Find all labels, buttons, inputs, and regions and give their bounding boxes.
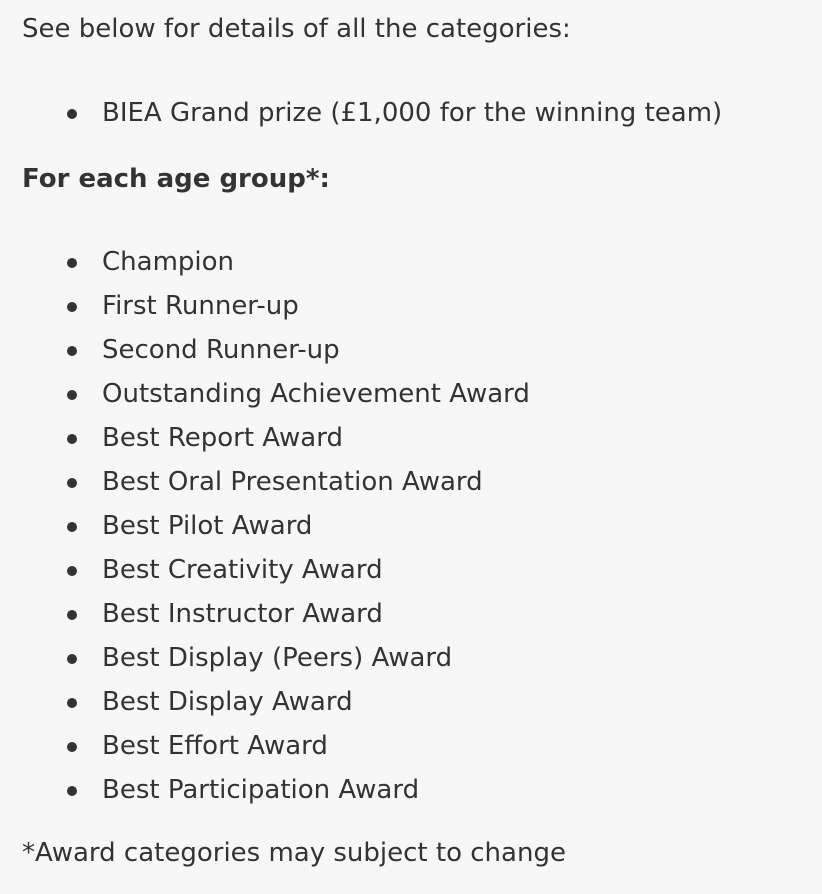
bullet-icon: [67, 698, 77, 708]
award-label: Outstanding Achievement Award: [102, 379, 530, 409]
bullet-icon: [67, 346, 77, 356]
list-item: [0, 553, 530, 597]
award-label: Best Pilot Award: [102, 511, 313, 541]
award-list: [0, 245, 530, 817]
list-item: [0, 333, 530, 377]
award-label: Best Display Award: [102, 687, 353, 717]
award-label: Best Report Award: [102, 423, 343, 453]
award-label: Best Creativity Award: [102, 555, 383, 585]
age-group-heading: For each age group*:: [22, 164, 330, 194]
list-item: [0, 377, 530, 421]
bullet-icon: [67, 434, 77, 444]
award-label: Best Participation Award: [102, 775, 420, 805]
list-item: [0, 685, 530, 729]
list-item: [0, 245, 530, 289]
bullet-icon: [67, 478, 77, 488]
list-item: [0, 729, 530, 773]
bullet-icon: [67, 109, 77, 119]
bullet-icon: [67, 302, 77, 312]
bullet-icon: [67, 654, 77, 664]
bullet-icon: [67, 786, 77, 796]
bullet-icon: [67, 258, 77, 268]
award-label: Best Instructor Award: [102, 599, 383, 629]
grand-prize-list: [0, 96, 722, 140]
list-item: [0, 465, 530, 509]
award-label: Second Runner-up: [102, 335, 340, 365]
award-label: Best Oral Presentation Award: [102, 467, 483, 497]
bullet-icon: [67, 566, 77, 576]
list-item: [0, 597, 530, 641]
award-label: Best Display (Peers) Award: [102, 643, 453, 673]
intro-text: See below for details of all the categories:: [22, 14, 571, 44]
list-item: [0, 773, 530, 817]
list-item: [0, 509, 530, 553]
list-item: [0, 96, 722, 140]
footnote-text: *Award categories may subject to change: [22, 838, 566, 868]
award-label: First Runner-up: [102, 291, 299, 321]
award-label: Best Effort Award: [102, 731, 328, 761]
list-item: [0, 289, 530, 333]
bullet-icon: [67, 522, 77, 532]
grand-prize-label: BIEA Grand prize (£1,000 for the winning team): [102, 98, 723, 128]
bullet-icon: [67, 742, 77, 752]
award-label: Champion: [102, 247, 235, 277]
list-item: [0, 641, 530, 685]
bullet-icon: [67, 390, 77, 400]
bullet-icon: [67, 610, 77, 620]
list-item: [0, 421, 530, 465]
